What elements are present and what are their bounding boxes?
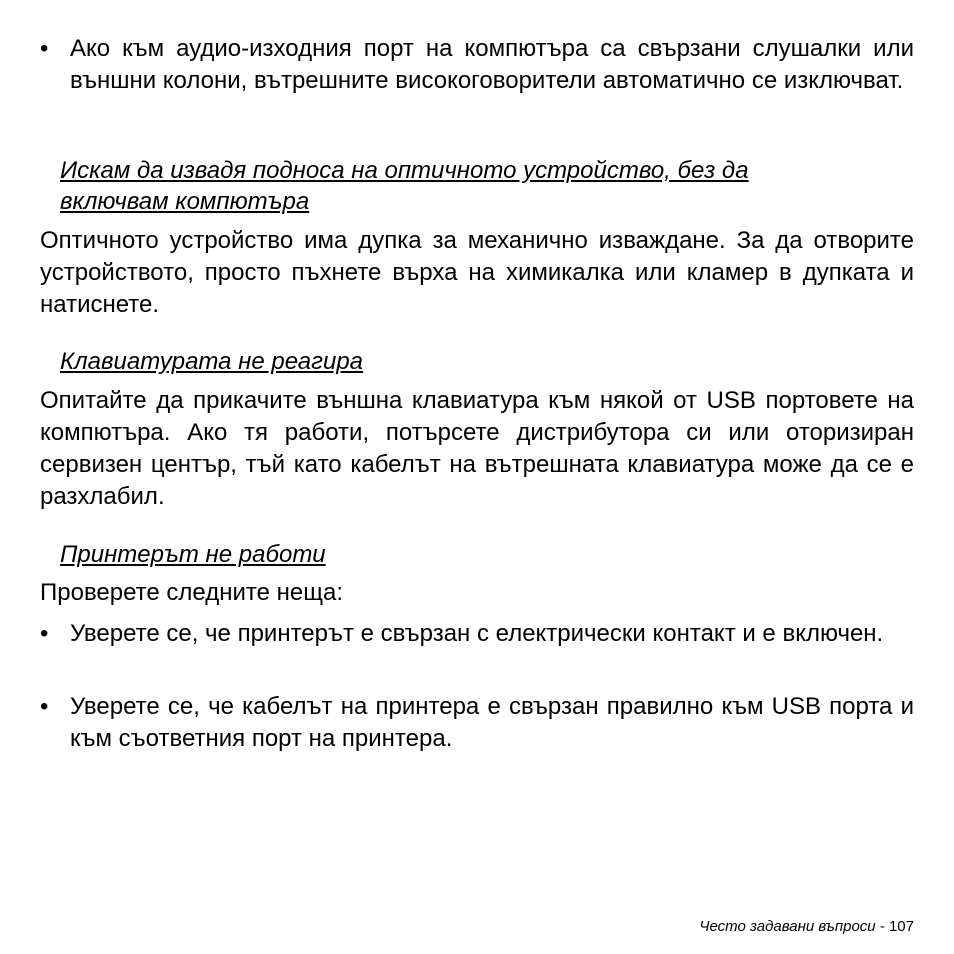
section-heading-optical-drive: Искам да извадя подноса на оптичното устройство, без да включвам компютъра bbox=[60, 157, 749, 215]
paragraph-optical-drive: Оптичното устройство има дупка за механично изваждане. За да отворите устройството, просто пъхнете върха на химикалка или кламер в дупката и натиснете. bbox=[40, 227, 914, 318]
page-footer bbox=[699, 917, 914, 937]
paragraph-printer-intro: Проверете следните неща: bbox=[40, 579, 343, 606]
paragraph-keyboard: Опитайте да прикачите външна клавиатура към някой от USB портовете на компютъра. Ако тя работи, потърсете дистрибутора си или оторизиран сервизен център, тъй като кабелът на вътрешната клавиатура може да се е разхлабил. bbox=[40, 387, 914, 510]
list-item-printer-power bbox=[40, 618, 914, 650]
list-item-speakers bbox=[40, 33, 914, 97]
section-heading-keyboard: Клавиатурата не реагира bbox=[60, 348, 364, 375]
bullet-marker: • bbox=[40, 35, 49, 62]
list-item-printer-cable bbox=[40, 691, 914, 755]
list-item-text: Уверете се, че принтерът е свързан с електрически контакт и е включен. bbox=[70, 620, 884, 647]
section-heading-printer: Принтерът не работи bbox=[60, 541, 326, 568]
footer-section-title: Често задавани въпроси - bbox=[699, 918, 885, 935]
list-item-text: Уверете се, че кабелът на принтера е свързан правилно към USB порта и към съответния порт на принтера. bbox=[70, 693, 914, 752]
page-number: 107 bbox=[888, 918, 914, 935]
list-item-text: Ако към аудио-изходния порт на компютъра са свързани слушалки или външни колони, вътрешните високоговорители автоматично се изключват. bbox=[70, 35, 914, 94]
bullet-marker: • bbox=[40, 693, 49, 720]
bullet-marker: • bbox=[40, 620, 49, 647]
